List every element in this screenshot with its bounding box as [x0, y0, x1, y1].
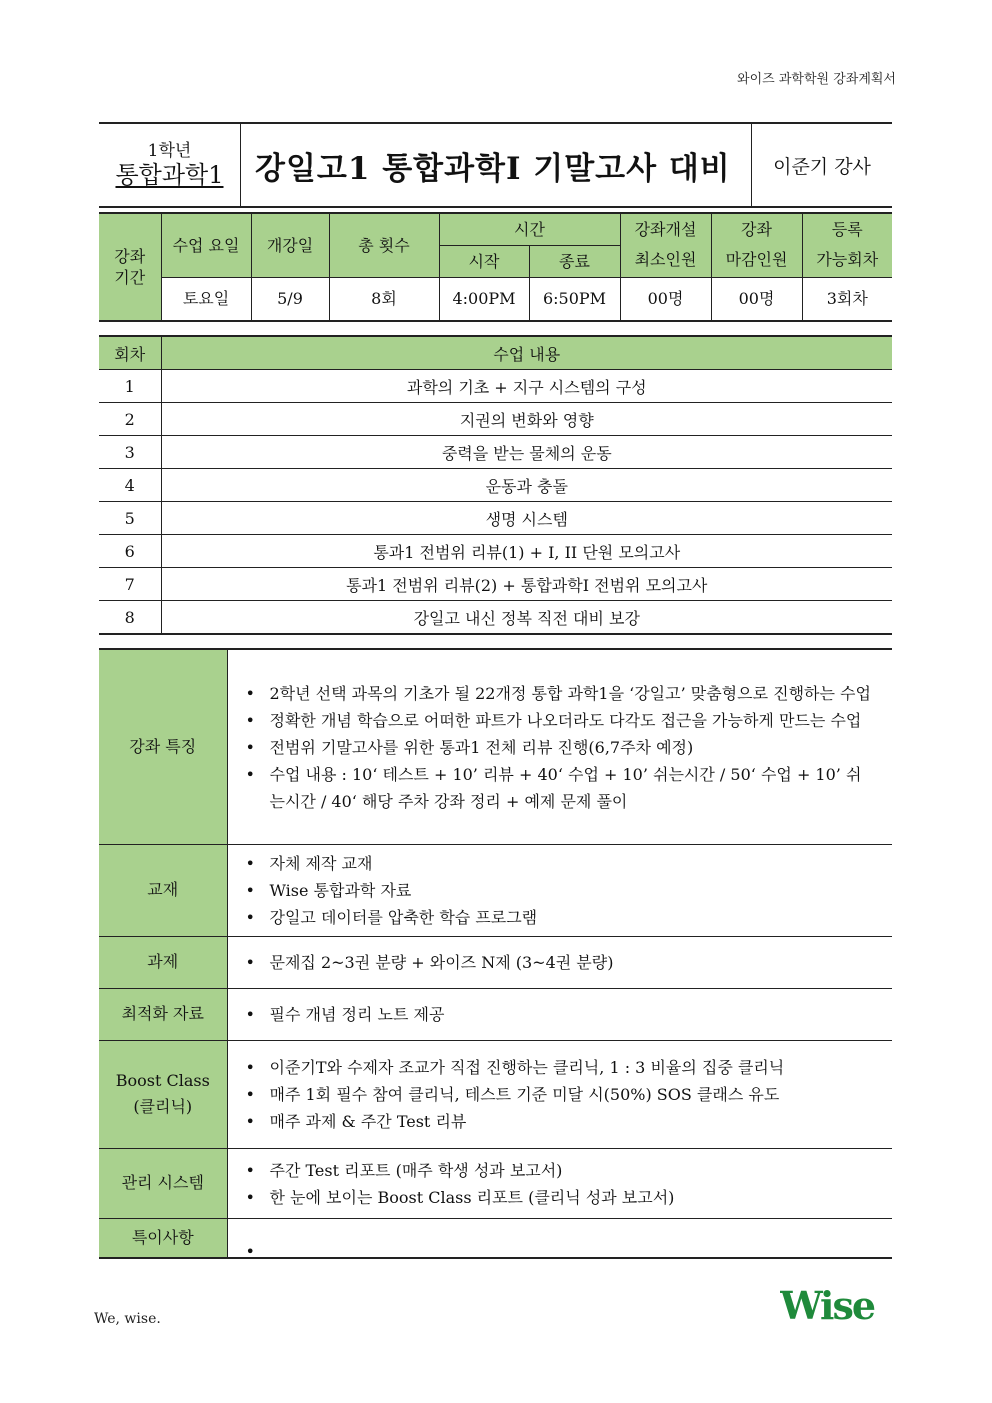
table-row [99, 403, 892, 436]
subject-label: 통합과학1 [115, 161, 224, 189]
session-number: 3 [99, 436, 161, 469]
session-content-table [99, 335, 892, 635]
end-header: 종료 [529, 245, 620, 277]
table-row [99, 469, 892, 502]
session-topic: 강일고 내신 정복 직전 대비 보강 [161, 601, 892, 635]
table-row [99, 370, 892, 403]
list-item: • 한 눈에 보이는 Boost Class 리포트 (클리닉 성과 보고서) [245, 1187, 675, 1207]
svg-text:Wise: Wise [780, 1285, 875, 1327]
optimized-material-label: 최적화 자료 [99, 988, 227, 1040]
footer-slogan: We, wise. [94, 1311, 161, 1327]
session-number: 6 [99, 535, 161, 568]
list-item: • 매주 1회 필수 참여 클리닉, 테스트 기준 미달 시(50%) SOS 클래스 유도 [245, 1085, 780, 1104]
time-header: 시간 [439, 213, 620, 245]
session-number: 8 [99, 601, 161, 635]
title-block [99, 122, 892, 208]
course-detail-table: 강좌 특징 • 2학년 선택 과목의 기초가 될 22개정 통합 과학1을 ‘강일고’ 맞춤형으로 진행하는 수업 • 정확한 개념 학습으로 어떠한 파트가 나오더라도 다각도 접근을 가능하게 만드는 수업 • 전범위 기말고사를 위한 통과1 전체 리뷰 진행(6,7주차 예정) • 수업 내용 : 10‘ 테스트 + 10’ 리뷰 + 40‘ 수업 + 10’ 쉬는시간 / 50‘ 수업 + 10’ 쉬는시간 / 40‘ 해당 주차 강좌 정리 + 예제 문제 풀이 교재 • 자체 제작 교재 • Wise 통합과학 자료 • 강일고 데이터를 압축한 학습 프로그램 과제 • 문제집 2~3권 분량 + 와이즈 N제 (3~4권 분량) 최적화 자료 • 필수 개념 정리 노트 제공 Boost Class (클리닉) • 이준기T와 수제자 조교가 직접 진행하는 클리닉, 1 : 3 비율의 집중 클리닉 • 매주 1회 필수 참여 클리닉, 테스트 기준 미달 시(50%) SOS 클래스 유도 • 매주 과제 & 주간 Test 리뷰 관리 시스템 • 주간 Test 리포트 (매주 학생 성과 보고서) • 한 눈에 보이는 Boost Class 리포트 (클리닉 성과 보고서) 특이사항 • [99, 648, 892, 1259]
list-item: • 매주 과제 & 주간 Test 리뷰 [245, 1112, 467, 1131]
list-item: • 2학년 선택 과목의 기초가 될 22개정 통합 과학1을 ‘강일고’ 맞춤형으로 진행하는 수업 [245, 683, 871, 703]
boost-class-label: Boost Class (클리닉) [99, 1040, 227, 1148]
list-item: • 자체 제작 교재 [245, 854, 373, 873]
session-topic: 통과1 전범위 리뷰(2) + 통합과학I 전범위 모의고사 [161, 568, 892, 601]
wise-logo [780, 1285, 894, 1327]
reg-sessions-value: 3회차 [802, 277, 892, 321]
open-date-header: 개강일 [251, 213, 329, 277]
session-topic: 통과1 전범위 리뷰(1) + I, II 단원 모의고사 [161, 535, 892, 568]
session-number: 5 [99, 502, 161, 535]
start-value: 4:00PM [439, 277, 529, 321]
list-item: • 주간 Test 리포트 (매주 학생 성과 보고서) [245, 1160, 563, 1180]
table-row [99, 601, 892, 635]
textbook-label: 교재 [99, 844, 227, 936]
max-enroll-value: 00명 [711, 277, 802, 321]
table-row [99, 568, 892, 601]
document-label: 와이즈 과학학원 강좌계획서 [737, 72, 896, 87]
day-value: 토요일 [161, 277, 251, 321]
reg-sessions-header: 등록 가능회차 [802, 213, 892, 277]
table-row [99, 436, 892, 469]
session-number: 1 [99, 370, 161, 403]
max-enroll-header: 강좌 마감인원 [711, 213, 802, 277]
min-enroll-header: 강좌개설 최소인원 [620, 213, 711, 277]
total-sessions-value: 8회 [329, 277, 439, 321]
features-label: 강좌 특징 [99, 649, 227, 844]
list-item: • 정확한 개념 학습으로 어떠한 파트가 나오더라도 다각도 접근을 가능하게 만드는 수업 [245, 710, 862, 730]
day-header: 수업 요일 [161, 213, 251, 277]
course-title: 강일고1 통합과학I 기말고사 대비 [241, 124, 752, 206]
list-item: • 필수 개념 정리 노트 제공 [245, 1005, 445, 1024]
list-item: • 전범위 기말고사를 위한 통과1 전체 리뷰 진행(6,7주차 예정) [245, 737, 694, 757]
total-sessions-header: 총 횟수 [329, 213, 439, 277]
session-topic: 운동과 충돌 [161, 469, 892, 502]
teacher-name: 이준기 강사 [773, 155, 871, 178]
list-item: • 강일고 데이터를 압축한 학습 프로그램 [245, 908, 538, 927]
grade-label: 1학년 [147, 141, 192, 161]
list-item: • 문제집 2~3권 분량 + 와이즈 N제 (3~4권 분량) [245, 953, 614, 972]
notes-label: 특이사항 [99, 1218, 227, 1258]
open-date-value: 5/9 [251, 277, 329, 321]
session-number: 4 [99, 469, 161, 502]
session-topic: 지권의 변화와 영향 [161, 403, 892, 436]
end-value: 6:50PM [529, 277, 620, 321]
list-item: • 수업 내용 : 10‘ 테스트 + 10’ 리뷰 + 40‘ 수업 + 10’ 쉬는시간 / 50‘ 수업 + 10’ 쉬는시간 / 40‘ 해당 주차 강좌 정리 + 예제 문제 풀이 [245, 764, 862, 811]
session-header: 회차 [99, 336, 161, 370]
start-header: 시작 [439, 245, 529, 277]
content-header: 수업 내용 [161, 336, 892, 370]
session-topic: 생명 시스템 [161, 502, 892, 535]
list-item: • 이준기T와 수제자 조교가 직접 진행하는 클리닉, 1 : 3 비율의 집중 클리닉 [245, 1058, 785, 1077]
grade-subject-cell [99, 124, 241, 206]
period-label: 강좌 기간 [99, 213, 161, 321]
session-number: 2 [99, 403, 161, 436]
table-row [99, 502, 892, 535]
table-row [99, 535, 892, 568]
management-label: 관리 시스템 [99, 1148, 227, 1218]
homework-label: 과제 [99, 936, 227, 988]
list-item: • Wise 통합과학 자료 [245, 881, 412, 900]
session-topic: 과학의 기초 + 지구 시스템의 구성 [161, 370, 892, 403]
session-number: 7 [99, 568, 161, 601]
session-topic: 중력을 받는 물체의 운동 [161, 436, 892, 469]
course-period-table [99, 212, 892, 322]
min-enroll-value: 00명 [620, 277, 711, 321]
